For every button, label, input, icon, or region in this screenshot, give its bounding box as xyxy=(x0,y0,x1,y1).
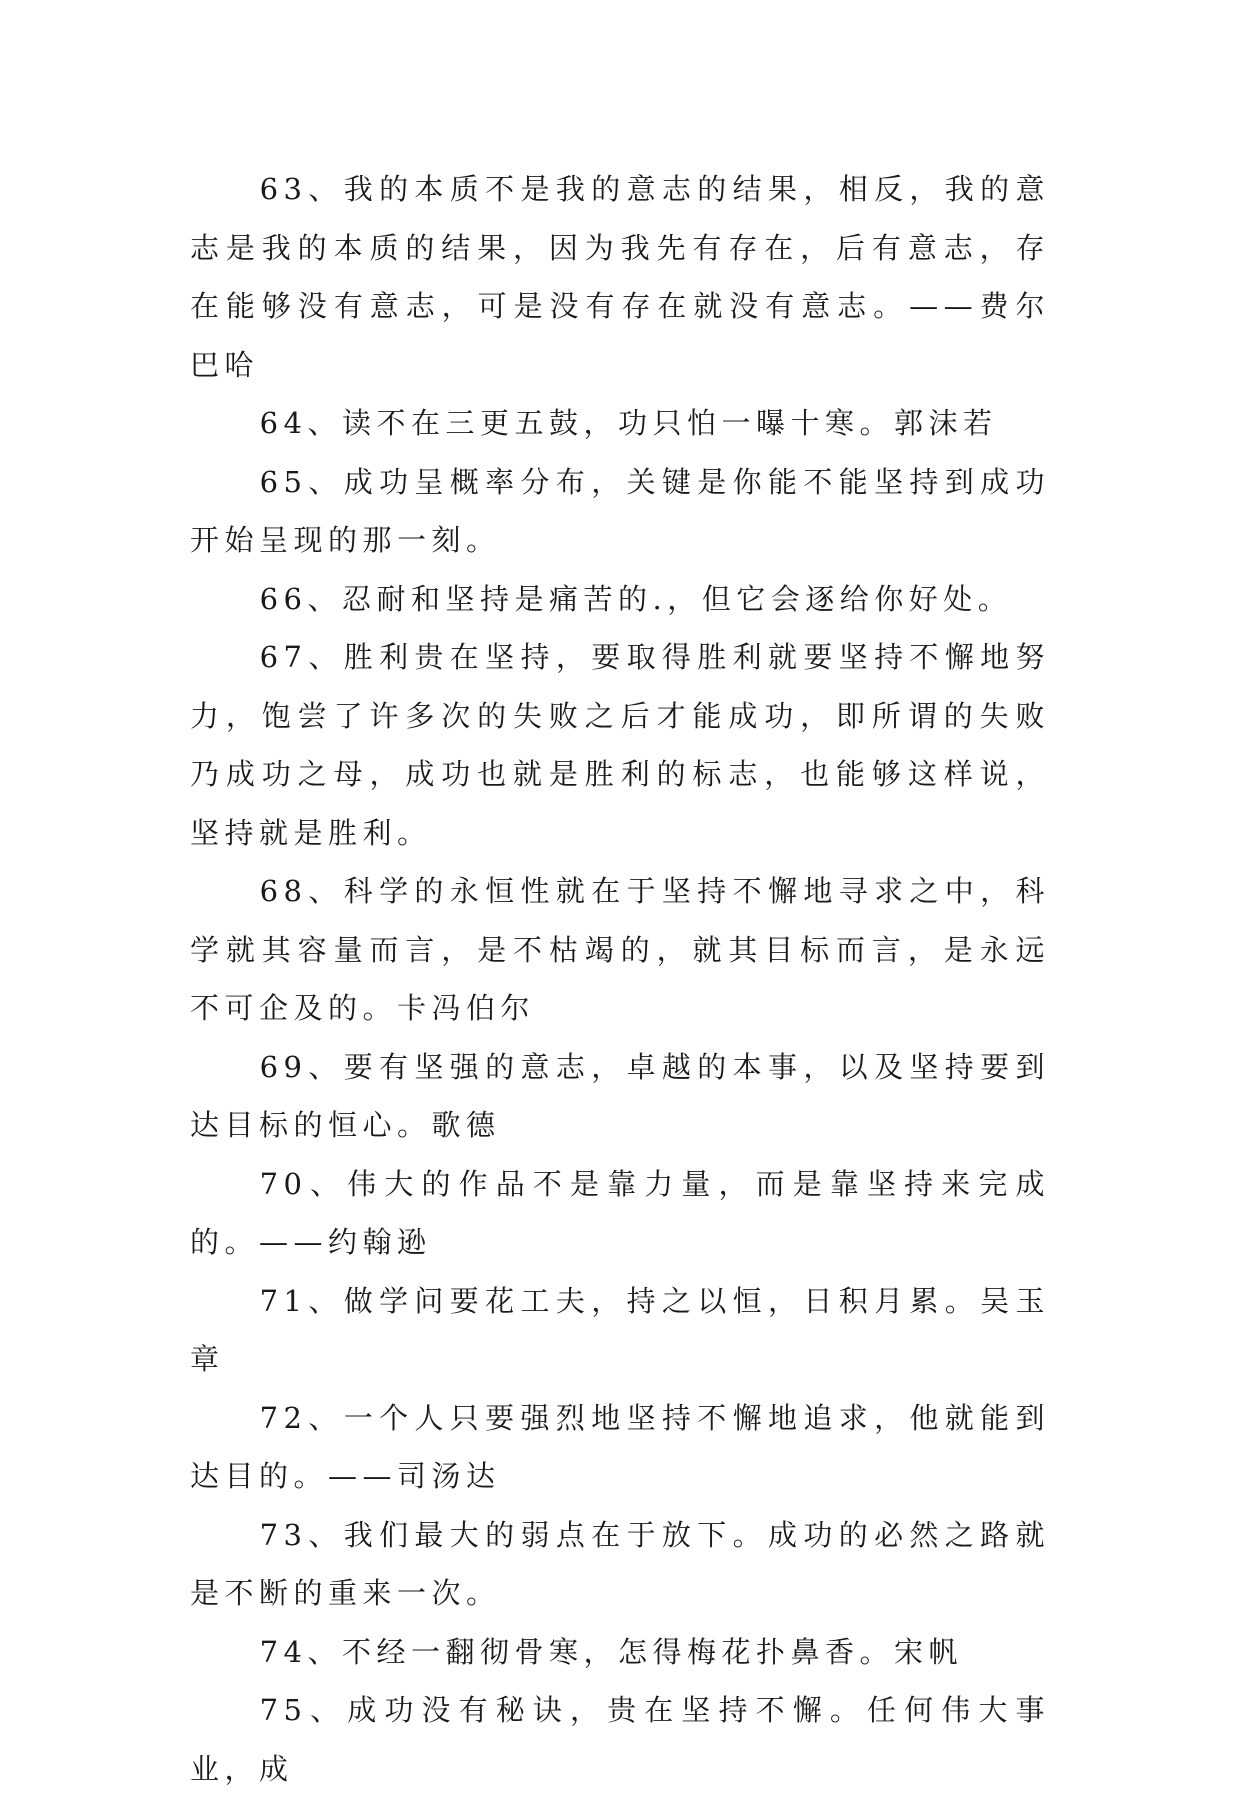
quote-paragraph-65: 65、成功呈概率分布，关键是你能不能坚持到成功开始呈现的那一刻。 xyxy=(190,464,1050,557)
quote-paragraph-74: 74、不经一翻彻骨寒，怎得梅花扑鼻香。宋帆 xyxy=(259,1634,963,1669)
quote-paragraph-73: 73、我们最大的弱点在于放下。成功的必然之路就是不断的重来一次。 xyxy=(190,1517,1050,1610)
quote-paragraph-69: 69、要有坚强的意志，卓越的本事，以及坚持要到达目标的恒心。歌德 xyxy=(190,1049,1050,1142)
quote-paragraph-72: 72、一个人只要强烈地坚持不懈地追求，他就能到达目的。——司汤达 xyxy=(190,1400,1050,1493)
quote-paragraph-67: 67、胜利贵在坚持，要取得胜利就要坚持不懈地努力，饱尝了许多次的失败之后才能成功，即所谓的失败乃成功之母，成功也就是胜利的标志，也能够这样说，坚持就是胜利。 xyxy=(190,640,1050,850)
quote-paragraph-68: 68、科学的永恒性就在于坚持不懈地寻求之中，科学就其容量而言，是不枯竭的，就其目标而言，是永远不可企及的。卡冯伯尔 xyxy=(190,874,1050,1025)
quote-paragraph-70: 70、伟大的作品不是靠力量，而是靠坚持来完成的。——约翰逊 xyxy=(190,1166,1050,1259)
document-body xyxy=(190,160,1050,1798)
quote-paragraph-64: 64、读不在三更五鼓，功只怕一曝十寒。郭沫若 xyxy=(259,406,998,440)
quote-paragraph-75: 75、成功没有秘诀，贵在坚持不懈。任何伟大事业，成 xyxy=(190,1693,1050,1786)
quote-paragraph-71: 71、做学问要花工夫，持之以恒，日积月累。吴玉章 xyxy=(190,1283,1050,1376)
quote-paragraph-66: 66、忍耐和坚持是痛苦的.，但它会逐给你好处。 xyxy=(259,581,1013,616)
quote-paragraph-63: 63、我的本质不是我的意志的结果，相反，我的意志是我的本质的结果，因为我先有存在，后有意志，存在能够没有意志，可是没有存在就没有意志。——费尔巴哈 xyxy=(190,172,1050,382)
